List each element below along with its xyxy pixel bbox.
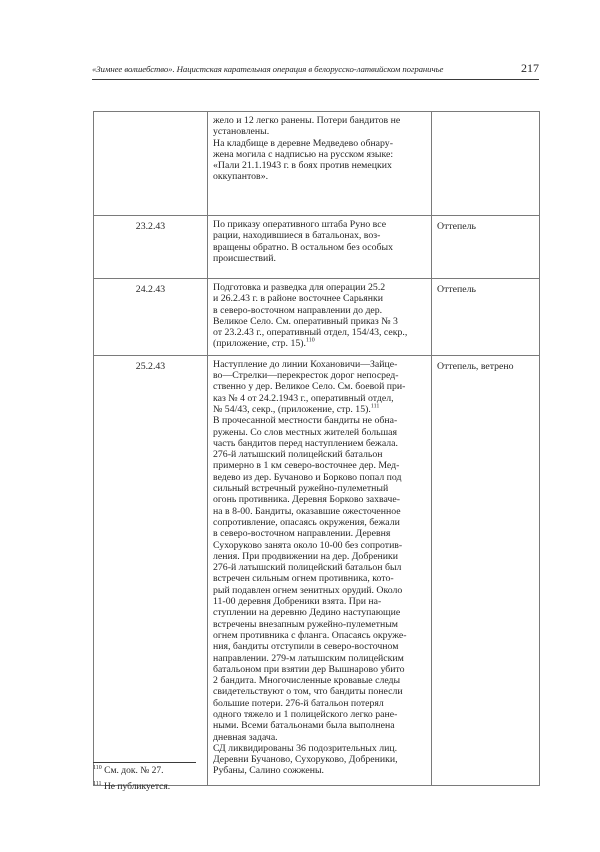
text-line: По приказу оперативного штаба Руно все xyxy=(213,219,387,230)
text-line: 11-00 деревня Добреники взята. При на- xyxy=(213,596,382,608)
text-line: от 23.2.43 г., оперативный отдел, 154/43, секр., xyxy=(213,327,408,339)
running-header xyxy=(92,61,539,80)
events-table-body xyxy=(94,112,540,786)
text-line: В прочесанной местности бандиты не обна- xyxy=(213,415,398,427)
text-line: одного тяжело и 1 полицейского легко ране- xyxy=(213,708,398,720)
text-line: в северо-восточном направлении до дер. xyxy=(213,304,383,316)
text-line: и 26.2.43 г. в районе восточнее Сарьянки xyxy=(213,293,384,305)
text-line: жело и 12 легко ранены. Потери бандитов не xyxy=(213,115,401,126)
text-line: № 54/43, секр., (приложение, стр. 15).$^{111}$ xyxy=(213,403,380,415)
footnote-text: См. док. № 27. xyxy=(101,766,164,776)
text-line: сильный встречный ружейно-пулеметный xyxy=(213,483,389,495)
footnote-rule xyxy=(93,762,196,763)
date-cell: 25.2.43 xyxy=(94,355,208,785)
weather-cell: Оттепель, ветрено xyxy=(432,355,540,785)
events-table xyxy=(93,111,540,786)
footnote-text: Не публикуется. xyxy=(101,782,171,792)
text-line: жена могила с надписью на русском языке: xyxy=(213,148,394,160)
text-line: ружены. Со слов местных жителей большая xyxy=(213,426,398,438)
text-line: Наступление до линии Кохановичи—Зайце- xyxy=(213,358,398,370)
footnote-number: 110 xyxy=(93,764,102,771)
text-line: на в 8-00. Бандиты, оказавшие ожесточенное xyxy=(213,505,401,517)
text-line: установлены. xyxy=(213,126,270,138)
text-line: рый подавлен огнем зенитных орудий. Около xyxy=(213,584,403,596)
text-line: вращены обратно. В остальном без особых xyxy=(213,241,394,253)
text-line: ступлении на деревню Дедино наступающие xyxy=(213,607,401,619)
weather-cell: Оттепель xyxy=(432,279,540,356)
text-line: свидетельствуют о том, что бандиты понесли xyxy=(213,686,403,698)
text-line: происшествий. xyxy=(213,252,276,264)
text-line: часть бандитов перед наступлением бежала. xyxy=(213,437,398,449)
text-line: ния, бандиты отступили в северо-восточном xyxy=(213,641,399,653)
text-line: ления. При продвижении на дер. Добреники xyxy=(213,550,399,562)
date-cell: 24.2.43 xyxy=(94,279,208,356)
header-title: «Зимнее волшебство». Нацистская карательная операция в белорусско-латвийском пограничье xyxy=(92,64,444,74)
footnote-ref: 111 xyxy=(370,403,380,410)
text-line: (приложение, стр. 15).$^{110}$ xyxy=(213,338,315,350)
event-text-cell xyxy=(208,216,432,279)
text-line: СД ликвидированы 36 подозрительных лиц. xyxy=(213,742,398,754)
event-text-cell xyxy=(208,355,432,785)
text-line: примерно в 1 км северо-восточнее дер. Мед- xyxy=(213,460,400,472)
event-text-cell xyxy=(208,112,432,216)
text-line: На кладбище в деревне Медведево обнару- xyxy=(213,137,393,149)
page-number: 217 xyxy=(521,61,539,75)
text-line: Сухоруково занята около 10-00 без сопротив- xyxy=(213,539,403,551)
table-row xyxy=(94,279,540,356)
table-row xyxy=(94,216,540,279)
text-line: Великое Село. См. оперативный приказ № 3 xyxy=(213,315,398,327)
text-line: в северо-восточном направлении. Деревня xyxy=(213,528,391,540)
footnote xyxy=(93,766,164,776)
text-line: встречены внезапным ружейно-пулеметным xyxy=(213,618,398,630)
text-line: оккупантов». xyxy=(213,171,269,183)
date-cell xyxy=(94,112,208,216)
table-row xyxy=(94,355,540,785)
text-line: встречен сильным огнем противника, кото- xyxy=(213,573,394,585)
text-line: батальоном при взятии дер Вышнарово убито xyxy=(213,663,405,675)
footnote xyxy=(93,782,170,792)
text-line: «Пали 21.1.1943 г. в боях против немецких xyxy=(213,160,392,172)
text-line: Рубаны, Салино сожжены. xyxy=(213,765,324,777)
text-line: 2 бандита. Многочисленные кровавые следы xyxy=(213,675,401,687)
text-line: 276-й латышский полицейский батальон был xyxy=(213,562,402,574)
weather-cell: Оттепель xyxy=(432,216,540,279)
text-line: каз № 4 от 24.2.1943 г., оперативный отдел, xyxy=(213,392,394,404)
text-line: Подготовка и разведка для операции 25.2 xyxy=(213,282,386,293)
text-line: ными. Всеми батальонами была выполнена xyxy=(213,720,395,732)
text-line: сопротивление, опасаясь окружения, бежали xyxy=(213,516,400,528)
date-cell: 23.2.43 xyxy=(94,216,208,279)
text-line: 276-й латышский полицейский батальон xyxy=(213,449,383,461)
event-text-cell xyxy=(208,279,432,356)
text-line: ведево из дер. Бучаново и Борково попал под xyxy=(213,471,402,483)
text-line: направлении. 279-м латышским полицейским xyxy=(213,652,404,664)
text-line: рации, находившиеся в батальонах, воз- xyxy=(213,230,381,242)
text-line: огнем противника с фланга. Опасаясь окруже- xyxy=(213,629,407,641)
text-line: дневная задача. xyxy=(213,731,278,743)
text-line: огонь противника. Деревня Борково захваче- xyxy=(213,494,400,506)
text-line: во—Стрелки—перекресток дорог непосред- xyxy=(213,370,399,382)
footnote-number: 111 xyxy=(93,780,102,787)
footnote-ref: 110 xyxy=(305,338,315,345)
table-row xyxy=(94,112,540,216)
text-line: большие потери. 276-й батальон потерял xyxy=(213,697,384,709)
text-line: ственно у дер. Великое Село. См. боевой при- xyxy=(213,381,406,393)
text-line: Деревни Бучаново, Сухоруково, Добреники, xyxy=(213,754,398,766)
weather-cell xyxy=(432,112,540,216)
